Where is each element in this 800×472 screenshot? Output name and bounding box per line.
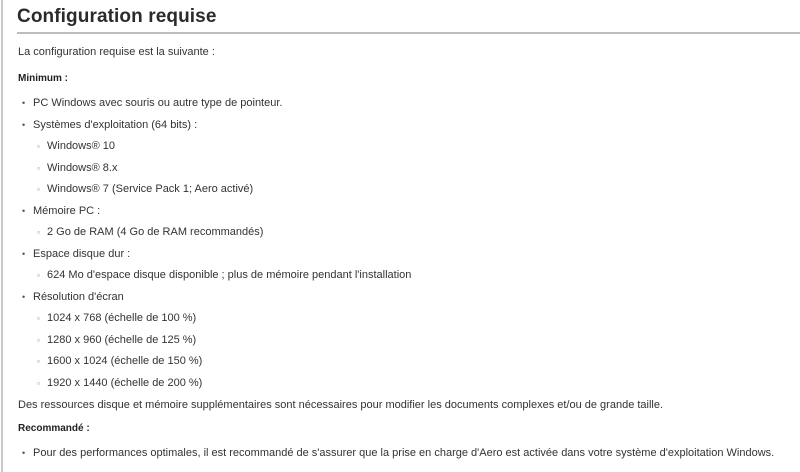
bullet-icon: ▫ bbox=[37, 163, 40, 173]
recommended-heading: Recommandé : bbox=[18, 422, 90, 434]
list-item bbox=[18, 115, 800, 137]
list-item-text: Mémoire PC : bbox=[33, 204, 101, 217]
left-border bbox=[1, 0, 3, 472]
bullet-icon: ▫ bbox=[37, 314, 40, 323]
bullet-icon: ▫ bbox=[37, 335, 40, 345]
bullet-icon: • bbox=[22, 448, 26, 458]
sub-list-item bbox=[18, 158, 800, 180]
bullet-icon: ▫ bbox=[37, 185, 40, 194]
sub-list-item bbox=[18, 222, 800, 244]
sub-list-item bbox=[18, 373, 800, 395]
page-title: Configuration requise bbox=[17, 6, 217, 27]
bullet-icon: ▫ bbox=[37, 228, 40, 237]
title-divider bbox=[17, 32, 800, 34]
sub-list-item bbox=[18, 330, 800, 352]
minimum-list bbox=[18, 93, 800, 394]
list-item-text: 1280 x 960 (échelle de 125 %) bbox=[47, 333, 197, 346]
list-item-text: 2 Go de RAM (4 Go de RAM recommandés) bbox=[47, 226, 264, 238]
bullet-icon: ▫ bbox=[37, 142, 40, 151]
list-item-text: Windows® 8.x bbox=[47, 161, 118, 174]
list-item-text: 1920 x 1440 (échelle de 200 %) bbox=[47, 376, 203, 389]
minimum-heading: Minimum : bbox=[18, 72, 68, 84]
list-item-text: Pour des performances optimales, il est recommandé de s'assurer que la prise en charge d'Aero est activée dans votre système d'exploitation Windows. bbox=[33, 447, 775, 459]
note-text: Des ressources disque et mémoire supplémentaires sont nécessaires pour modifier les documents complexes et/ou de grande taille. bbox=[18, 399, 664, 411]
recommended-list bbox=[18, 443, 800, 465]
list-item-text: 1024 x 768 (échelle de 100 %) bbox=[47, 312, 197, 324]
intro-text: La configuration requise est la suivante : bbox=[18, 46, 215, 58]
sub-list-item bbox=[18, 308, 800, 330]
list-item bbox=[18, 287, 800, 309]
list-item-text: Espace disque dur : bbox=[33, 247, 131, 260]
list-item-text: 624 Mo d'espace disque disponible ; plus de mémoire pendant l'installation bbox=[47, 269, 412, 281]
bullet-icon: ▫ bbox=[37, 357, 40, 366]
list-item-text: Résolution d'écran bbox=[33, 290, 124, 303]
bullet-icon: • bbox=[22, 248, 26, 259]
requirements-content bbox=[18, 42, 800, 465]
sub-list-item bbox=[18, 179, 800, 201]
bullet-icon: • bbox=[22, 291, 26, 302]
list-item bbox=[18, 93, 800, 115]
list-item-text: Windows® 7 (Service Pack 1; Aero activé) bbox=[47, 183, 254, 195]
list-item-text: 1600 x 1024 (échelle de 150 %) bbox=[47, 355, 203, 367]
sub-list-item bbox=[18, 136, 800, 158]
bullet-icon: ▫ bbox=[37, 271, 40, 280]
list-item bbox=[18, 443, 800, 465]
sub-list-item bbox=[18, 265, 800, 287]
list-item bbox=[18, 201, 800, 223]
list-item-text: Windows® 10 bbox=[47, 140, 116, 152]
bullet-icon: ▫ bbox=[37, 378, 40, 388]
list-item-text: PC Windows avec souris ou autre type de pointeur. bbox=[33, 97, 283, 109]
sub-list-item bbox=[18, 351, 800, 373]
list-item bbox=[18, 244, 800, 266]
bullet-icon: • bbox=[22, 119, 26, 130]
bullet-icon: • bbox=[22, 205, 26, 216]
bullet-icon: • bbox=[22, 98, 26, 108]
list-item-text: Systèmes d'exploitation (64 bits) : bbox=[33, 118, 198, 131]
